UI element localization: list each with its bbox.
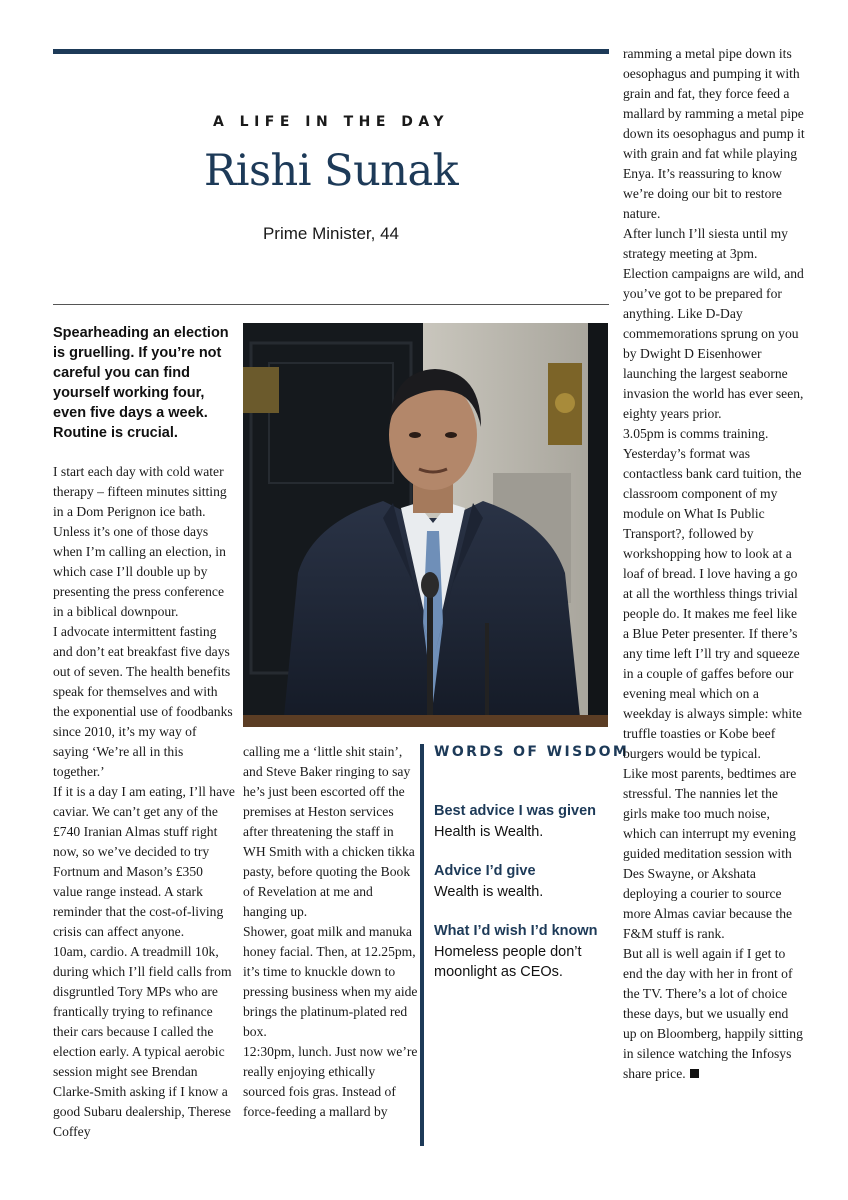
end-mark-icon	[690, 1069, 699, 1078]
article-column-2	[243, 742, 418, 1122]
paragraph: 3.05pm is comms training. Yesterday’s format was contactless bank card tuition, the classroom component of my module on What Is Public Transport?, followed by workshopping how to look at a loaf of bread. I love having a go at all the worthless things trivial people do. It makes me feel like a Blue Peter presenter. If there’s any time left I’ll try and squeeze in a couple of gaffes before our evening meal which on a weekday is always simple: white truffle toasties or Kobe beef burgers would be typical.	[623, 426, 802, 761]
final-paragraph	[623, 944, 805, 1084]
paragraph: Shower, goat milk and manuka honey facial. Then, at 12.25pm, it’s time to knuckle down to pressing business when my aide brings the platinum-plated red box.	[243, 924, 418, 1039]
subtitle-role: Prime Minister, 44	[262, 224, 400, 243]
wisdom-answer: Health is Wealth.	[434, 824, 544, 840]
section-kicker: A LIFE IN THE DAY	[212, 114, 450, 130]
page-title: Rishi Sunak	[203, 146, 459, 196]
wisdom-answer: Wealth is wealth.	[434, 884, 544, 900]
paragraph-text: But all is well again if I get to end the day with her in front of the TV. There’s a lot of choice these days, but we usually end up on Bloomberg, happily sitting in silence watching the Infosys share price.	[623, 946, 803, 1081]
paragraph: 12:30pm, lunch. Just now we’re really enjoying ethically sourced fois gras. Instead of force-feeding a mallard by	[243, 1044, 418, 1119]
wisdom-answer: Homeless people don’t moonlight as CEOs.	[434, 944, 582, 980]
paragraph: I start each day with cold water therapy – fifteen minutes sitting in a Dom Perignon ice bath. Unless it’s one of those days when I’m calling an election, in which case I’ll double up by presenting the press conference in a biblical downpour.	[53, 464, 227, 619]
paragraph: If it is a day I am eating, I’ll have caviar. We can’t get any of the £740 Iranian Almas stuff right now, so we’ve decided to try Fortnum and Mason’s £350 value range instead. A stark reminder that the cost-of-living crisis can affect anyone.	[53, 784, 235, 939]
portrait-photo	[243, 323, 608, 727]
wisdom-question: What I’d wish I’d known	[434, 923, 598, 939]
wisdom-question: Best advice I was given	[434, 803, 596, 819]
standfirst: Spearheading an election is gruelling. If you’re not careful you can find yourself working four, even five days a week. Routine is crucial.	[53, 325, 229, 441]
paragraph: After lunch I’ll siesta until my strategy meeting at 3pm. Election campaigns are wild, and you’ve got to be prepared for anything. Like D-Day commemorations sprung on you by Dwight D Eisenhower launching the largest seaborne invasion the world has ever seen, eighty years prior.	[623, 226, 804, 421]
paragraph: ramming a metal pipe down its oesophagus and pumping it with grain and fat, they force feed a mallard by ramming a metal pipe down its oesophagus and pump it with grain and fat while playing Enya. It’s reassuring to know we’re doing our bit to restore nature.	[623, 46, 805, 221]
words-of-wisdom-box	[420, 744, 630, 1146]
header-divider	[53, 304, 609, 305]
top-rule	[53, 49, 609, 54]
article-column-3	[623, 44, 805, 1084]
wisdom-question: Advice I’d give	[434, 863, 536, 879]
paragraph: 10am, cardio. A treadmill 10k, during which I’ll field calls from disgruntled Tory MPs who are frantically trying to refinance their cars because I called the election early. A typical aerobic session might see Brendan Clarke-Smith asking if I know a good Subaru dealership, Therese Coffey	[53, 944, 232, 1139]
paragraph: I advocate intermittent fasting and don’t eat breakfast five days out of seven. The health benefits speak for themselves and with the exponential use of foodbanks since 2010, it’s my way of saying ‘We’re all in this together.’	[53, 624, 233, 779]
paragraph: Like most parents, bedtimes are stressful. The nannies let the girls make too much noise, which can interrupt my evening guided meditation session with Des Swayne, or Akshata deploying a courier to source more Almas caviar because the F&M stuff is rank.	[623, 766, 797, 941]
paragraph: calling me a ‘little shit stain’, and Steve Baker ringing to say he’s just been escorted off the premises at Heston services after threatening the staff in WH Smith with a chicken tikka pasty, before quoting the Book of Revelation at me and hanging up.	[243, 744, 415, 919]
article-column-1	[53, 462, 235, 1142]
wisdom-heading: WORDS OF WISDOM	[434, 744, 630, 760]
